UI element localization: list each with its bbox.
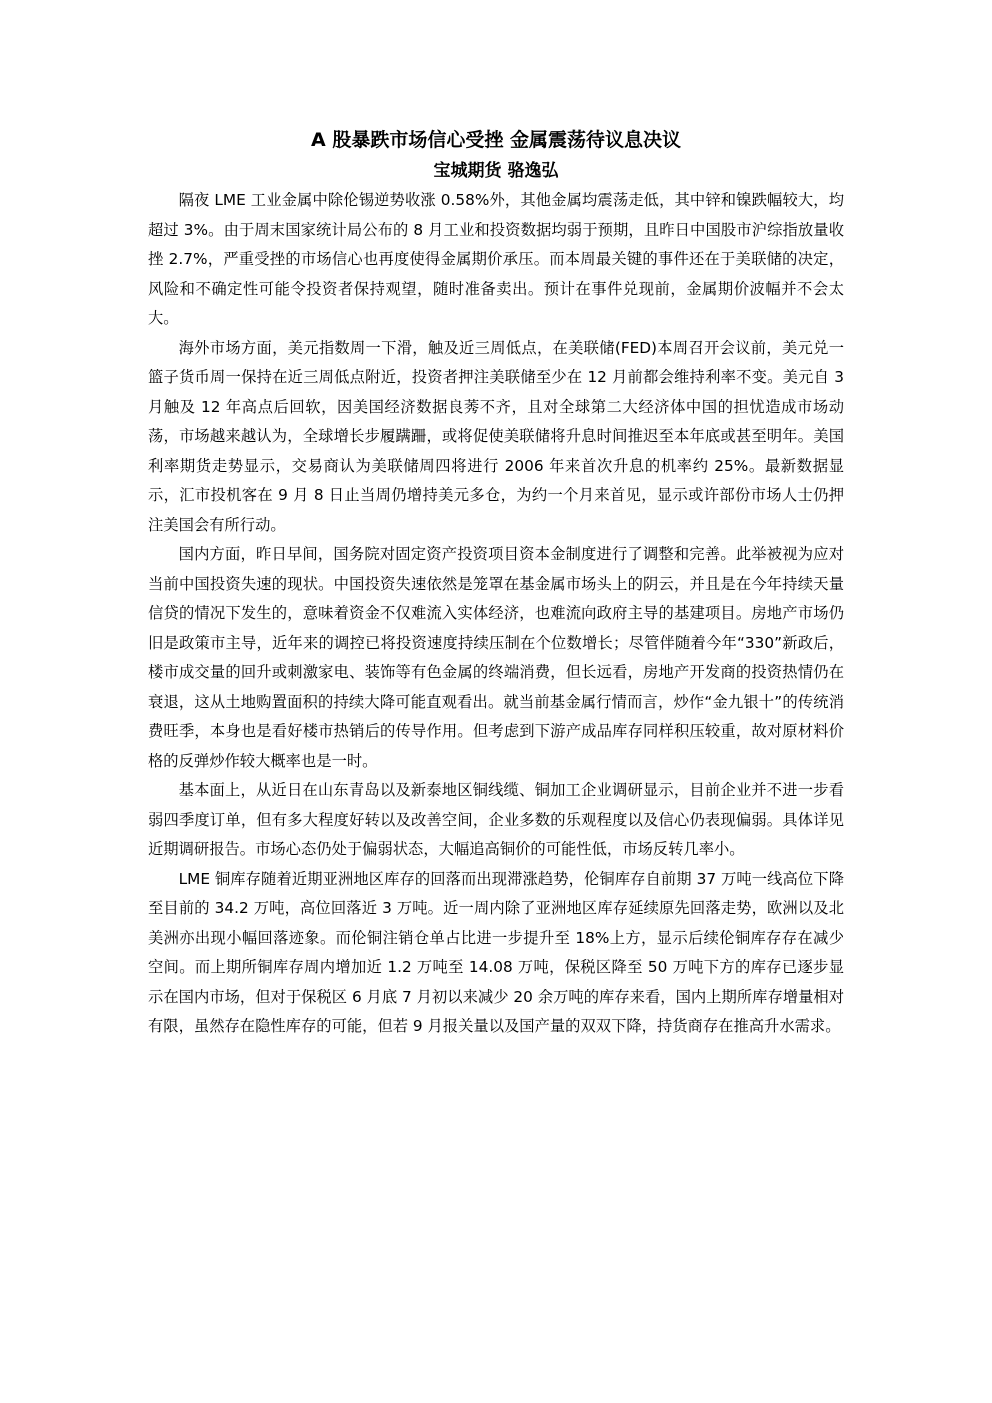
article-title: A 股暴跌市场信心受挫 金属震荡待议息决议 (311, 129, 681, 151)
paragraph-3: 国内方面，昨日早间，国务院对固定资产投资项目资本金制度进行了调整和完善。此举被视为应对当前中国投资失速的现状。中国投资失速依然是笼罩在基金属市场头上的阴云，并且是在今年持续天量信贷的情况下发生的，意味着资金不仅难流入实体经济，也难流向政府主导的基建项目。房地产市场仍旧是政策市主导，近年来的调控已将投资速度持续压制在个位数增长；尽管伴随着今年“330”新政后，楼市成交量的回升或刺激家电、装饰等有色金属的终端消费，但长远看，房地产开发商的投资热情仍在衰退，这从土地购置面积的持续大降可能直观看出。就当前基金属行情而言，炒作“金九银十”的传统消费旺季，本身也是看好楼市热销后的传导作用。但考虑到下游产成品库存同样积压较重，故对原材料价格的反弹炒作较大概率也是一时。 (148, 545, 844, 770)
document-page (148, 123, 844, 1042)
article-author: 宝城期货 骆逸弘 (433, 161, 559, 181)
paragraph-5: LME 铜库存随着近期亚洲地区库存的回落而出现滞涨趋势，伦铜库存自前期 37 万吨一线高位下降至目前的 34.2 万吨，高位回落近 3 万吨。近一周内除了亚洲地区库存延续原先回落走势，欧洲以及北美洲亦出现小幅回落迹象。而伦铜注销仓单占比进一步提升至 18%上方，显示后续伦铜库存存在减少空间。而上期所铜库存周内增加近 1.2 万吨至 14.08 万吨，保税区降至 50 万吨下方的库存已逐步显示在国内市场，但对于保税区 6 月底 7 月初以来减少 20 余万吨的库存来看，国内上期所库存增量相对有限，虽然存在隐性库存的可能，但若 9 月报关量以及国产量的双双下降，持货商存在推高升水需求。 (148, 869, 844, 1035)
paragraph-1: 隔夜 LME 工业金属中除伦锡逆势收涨 0.58%外，其他金属均震荡走低，其中锌和镍跌幅较大，均超过 3%。由于周末国家统计局公布的 8 月工业和投资数据均弱于预期，且昨日中国股市沪综指放量收挫 2.7%，严重受挫的市场信心也再度使得金属期价承压。而本周最关键的事件还在于美联储的决定，风险和不确定性可能令投资者保持观望，随时准备卖出。预计在事件兑现前，金属期价波幅并不会太大。 (148, 191, 844, 327)
paragraph-4: 基本面上，从近日在山东青岛以及新泰地区铜线缆、铜加工企业调研显示，目前企业并不进一步看弱四季度订单，但有多大程度好转以及改善空间，企业多数的乐观程度以及信心仍表现偏弱。具体详见近期调研报告。市场心态仍处于偏弱状态，大幅追高铜价的可能性低，市场反转几率小。 (148, 781, 844, 858)
paragraph-2: 海外市场方面，美元指数周一下滑，触及近三周低点，在美联储(FED)本周召开会议前，美元兑一篮子货币周一保持在近三周低点附近，投资者押注美联储至少在 12 月前都会维持利率不变。美元自 3 月触及 12 年高点后回软，因美国经济数据良莠不齐，且对全球第二大经济体中国的担忧造成市场动荡，市场越来越认为，全球增长步履蹒跚，或将促使美联储将升息时间推迟至本年底或甚至明年。美国利率期货走势显示，交易商认为美联储周四将进行 2006 年来首次升息的机率约 25%。最新数据显示，汇市投机客在 9 月 8 日止当周仍增持美元多仓，为约一个月来首见，显示或许部份市场人士仍押注美国会有所行动。 (148, 338, 844, 534)
